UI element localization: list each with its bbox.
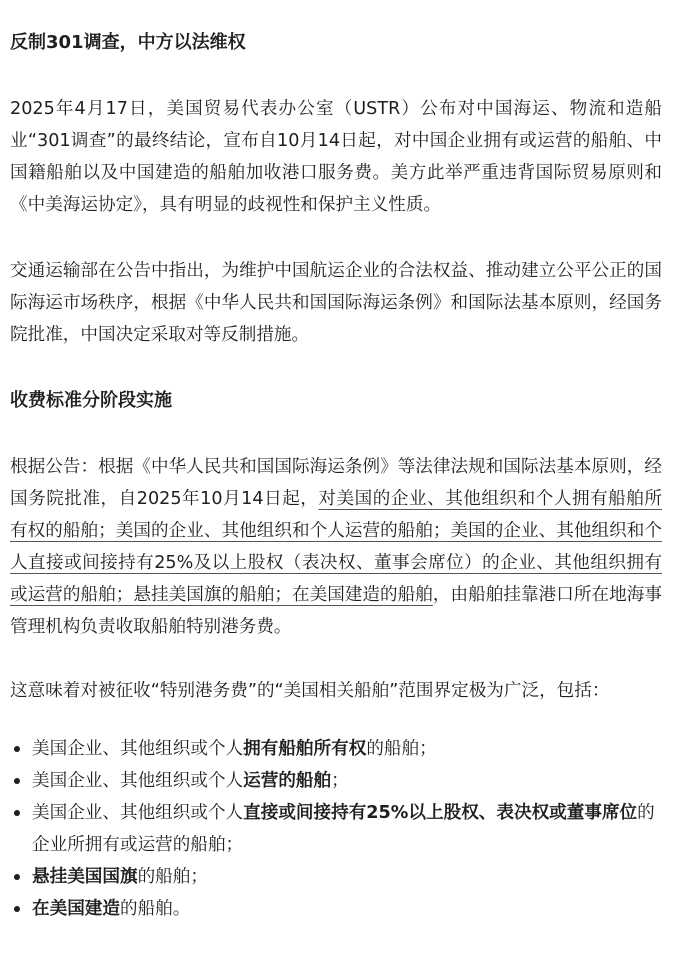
list-item: [10, 733, 662, 765]
list-item-text: 的船舶；: [366, 739, 437, 759]
list-item-text: 的企业所拥有或运营的船舶；: [32, 803, 655, 855]
list-item-bold: 直接或间接持有25%以上股权、表决权或董事席位: [243, 803, 638, 823]
announcement-text-before: 根据公告：根据《中华人民共和国国际海运条例》等法律法规和国际法基本原则，经国务院批准，自2025年10月14日起，: [10, 457, 662, 509]
section-heading-fee-standard: 收费标准分阶段实施: [10, 390, 172, 411]
list-item: [10, 893, 662, 925]
list-item-text: 的船舶；: [137, 867, 208, 887]
list-item-bold: 在美国建造: [32, 899, 120, 919]
paragraph-scope-intro: 这意味着对被征收“特别港务费”的“美国相关船舶”范围界定极为广泛，包括：: [10, 681, 610, 701]
announcement-underlined-scope: 对美国的企业、其他组织和个人拥有船舶所有权的船舶；美国的企业、其他组织和个人运营的船舶；美国的企业、其他组织和个人直接或间接持有25%及以上股权（表决权、董事会席位）的企业、其他组织拥有或运营的船舶；悬挂美国旗的船舶；在美国建造的船舶: [10, 489, 662, 605]
announcement-text-after: ，由船舶挂靠港口所在地海事管理机构负责收取船舶特别港务费。: [10, 585, 662, 637]
section-heading-countermeasure: 反制301调查，中方以法维权: [10, 32, 246, 53]
list-item-bold: 运营的船舶: [243, 771, 332, 791]
list-item-bold: 悬挂美国国旗: [32, 867, 138, 887]
list-item: [10, 765, 662, 797]
list-item-bold: 拥有船舶所有权: [243, 739, 367, 759]
list-item-text: 美国企业、其他组织或个人: [32, 771, 244, 791]
scope-bullet-list: [10, 733, 662, 925]
list-item-text: 美国企业、其他组织或个人: [32, 739, 244, 759]
paragraph-ustr-announcement: 2025年4月17日，美国贸易代表办公室（USTR）公布对中国海运、物流和造船业“301调查”的最终结论，宣布自10月14日起，对中国企业拥有或运营的船舶、中国籍船舶以及中国建造的船舶加收港口服务费。美方此举严重违背国际贸易原则和《中美海运协定》，具有明显的歧视性和保护主义性质。: [10, 99, 662, 215]
paragraph-announcement-detail: [10, 451, 662, 643]
list-item-text: 美国企业、其他组织或个人: [32, 803, 244, 823]
list-item-text: ；: [331, 771, 349, 791]
paragraph-ministry-statement: 交通运输部在公告中指出，为维护中国航运企业的合法权益、推动建立公平公正的国际海运市场秩序，根据《中华人民共和国国际海运条例》和国际法基本原则，经国务院批准，中国决定采取对等反制措施。: [10, 261, 662, 345]
list-item: [10, 797, 662, 861]
list-item: [10, 861, 662, 893]
list-item-text: 的船舶。: [119, 899, 191, 919]
